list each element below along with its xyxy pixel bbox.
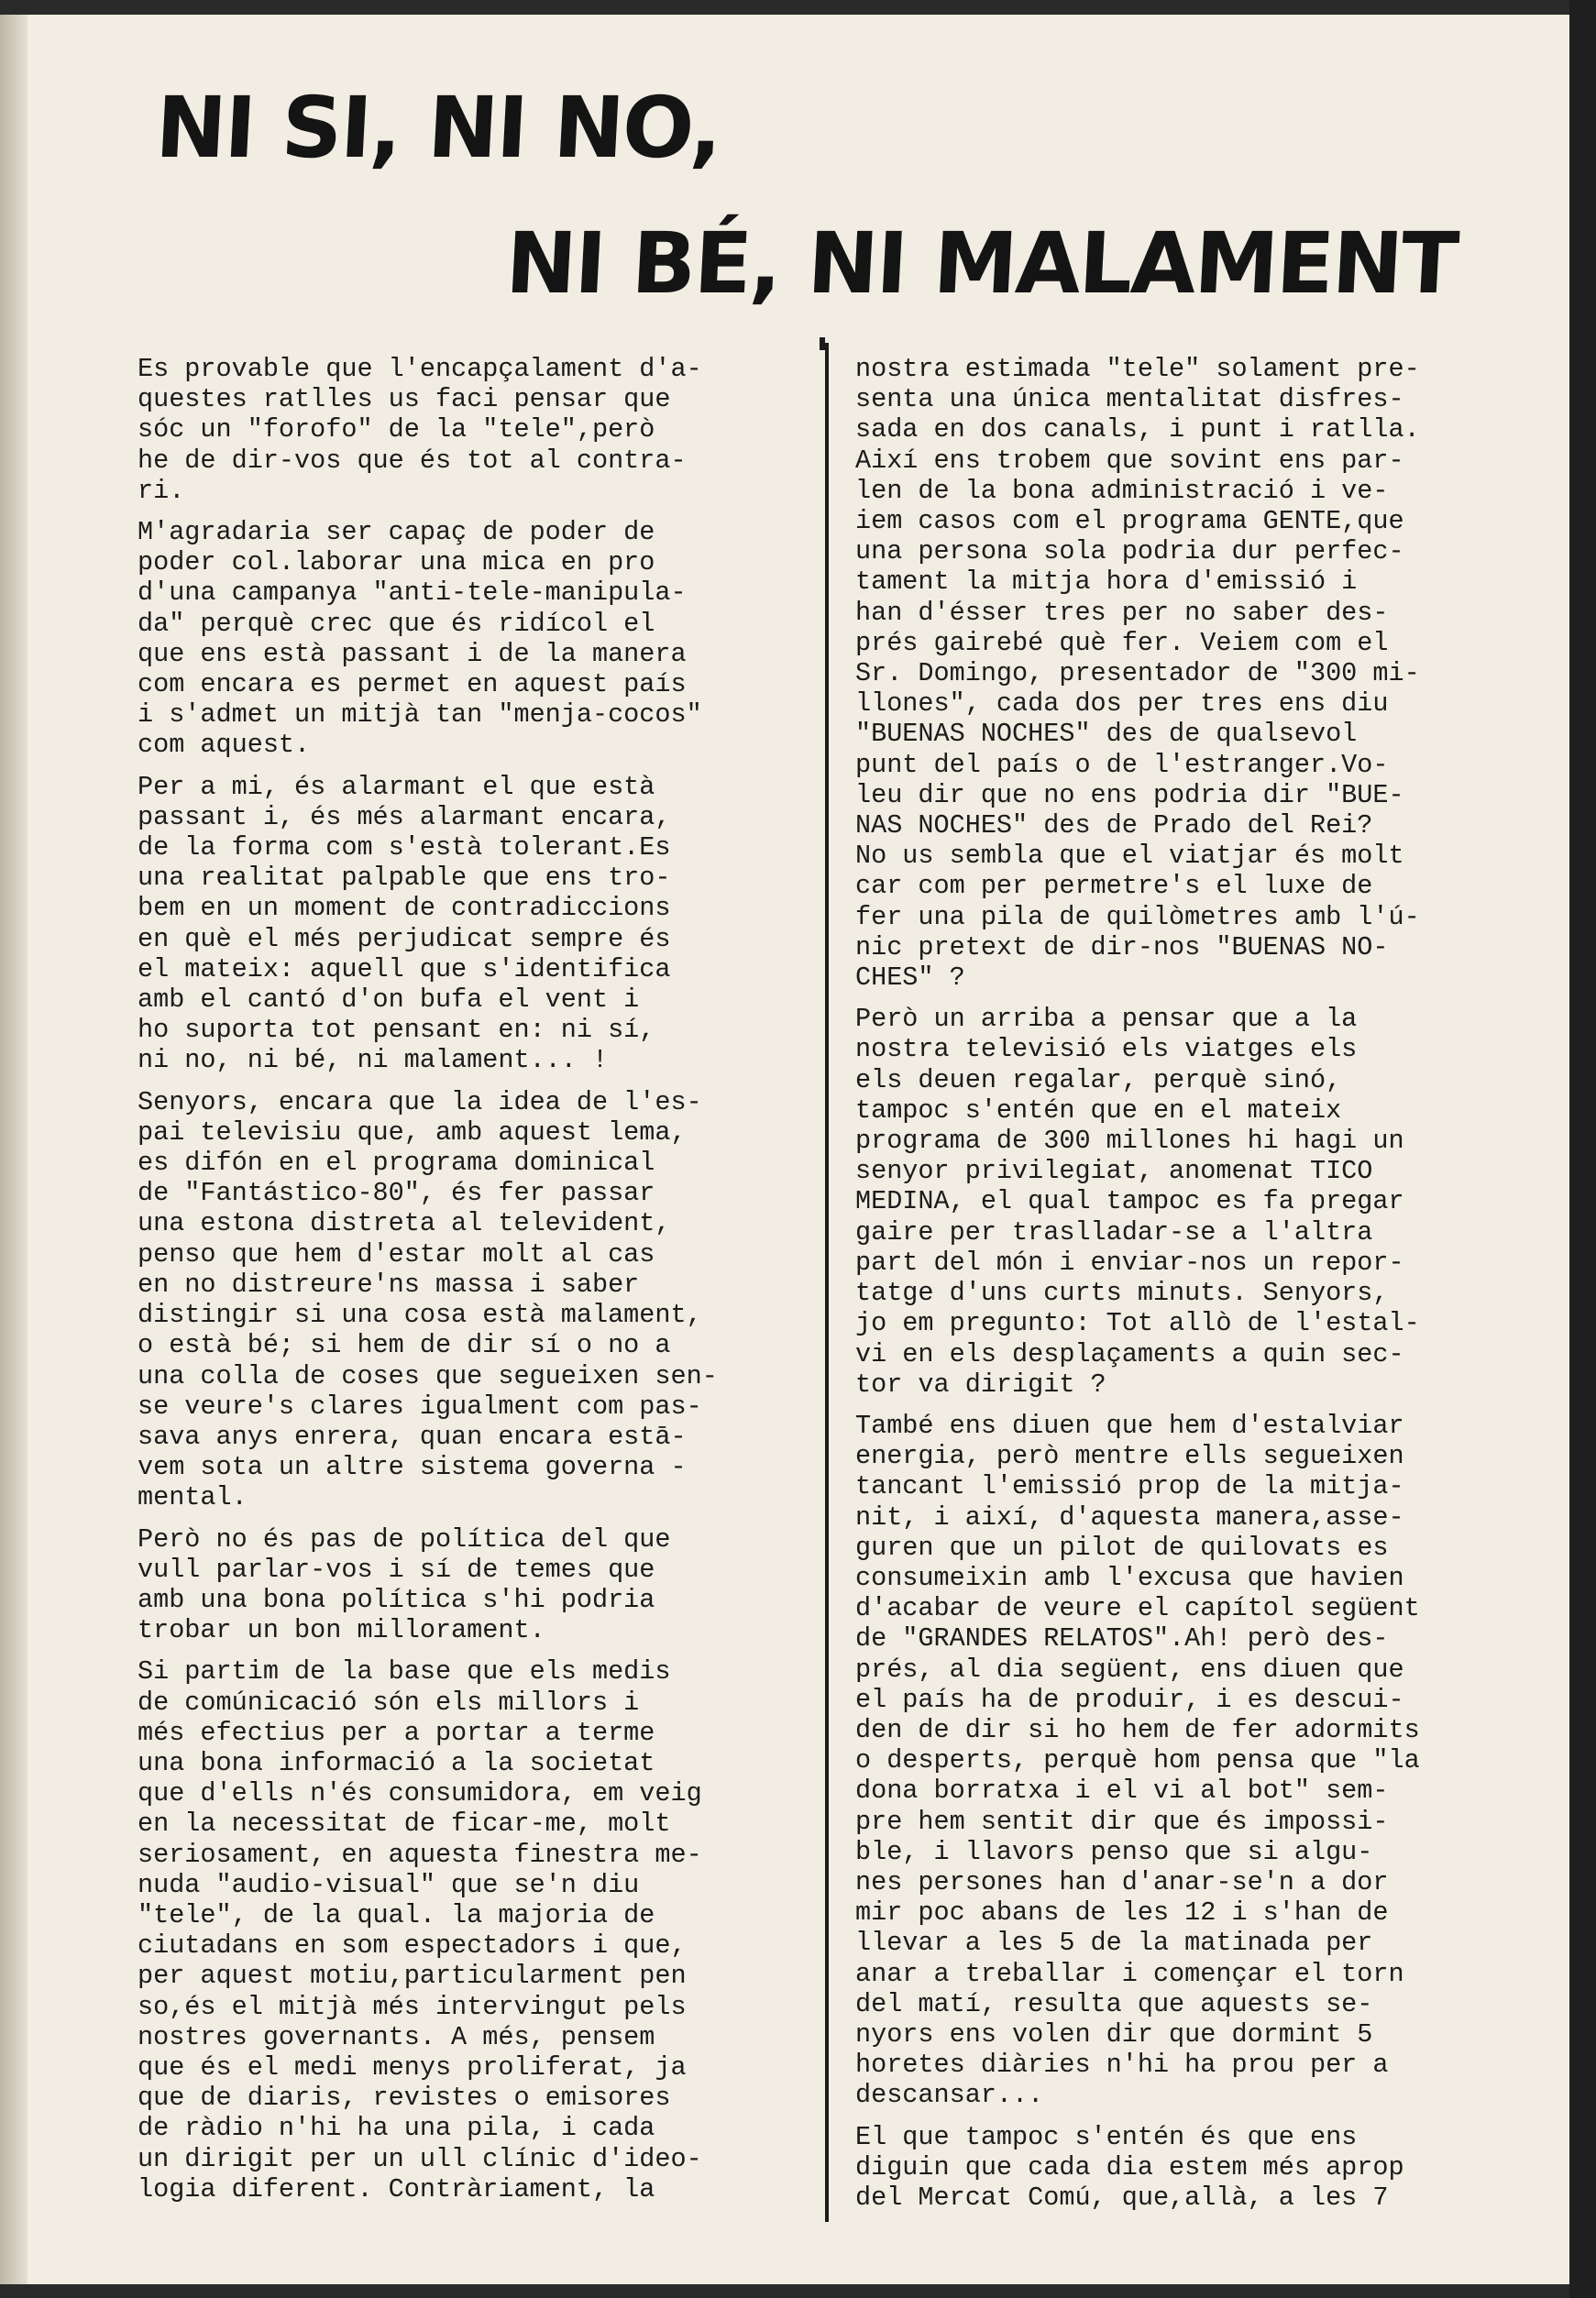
paragraph: Senyors, encara que la idea de l'es- pai televisiu que, amb aquest lema, es difón en el programa dominical de "Fantástico-80", és fer passar una estona distreta al televident, penso que hem d'estar molt al cas en no distreure'ns massa i saber distingir si una cosa està malament, o està bé; si hem de dir sí o no a una colla de coses que segueixen sen- se veure's clares igualment com pas- sava anys enrera, quan encara estā- vem sota un altre sistema governa - mental.	[138, 1086, 718, 1513]
paragraph: El que tampoc s'entén és que ens diguin que cada dia estem més aprop del Mercat Comú, que,allà, a les 7	[855, 2121, 1404, 2213]
paragraph: Si partim de la base que els medis de comúnicació són els millors i més efectius per a portar a terme una bona informació a la societat que d'ells n'és consumidora, em veig en la necessitat de ficar-me, molt seriosament, en aquesta finestra me- nuda "audio-visual" que se'n diu "tele", de la qual. la majoria de ciutadans en som espectadors i que, per aquest motiu,particularment pen so,és el mitjà més intervingut pels nostres governants. A més, pensem que és el medi menys proliferat, ja que de diaris, revistes o emisores de ràdio n'hi ha una pila, i cada un dirigit per un ull clínic d'ideo- logia diferent. Contràriament, la	[138, 1656, 702, 2205]
paragraph: M'agradaria ser capaç de poder de poder col.laborar una mica en pro d'una campanya "anti-tele-manipula- da" perquè crec que és ridícol el que ens està passant i de la manera com encara es permet en aquest país i s'admet un mitjà tan "menja-cocos" com aquest.	[138, 517, 702, 761]
paragraph: Però un arriba a pensar que a la nostra televisió els viatges els els deuen regalar, perquè sinó, tampoc s'entén que en el mateix programa de 300 millones hi hagi un senyor privilegiat, anomenat TICO MEDINA, el qual tampoc es fa pregar gaire per traslladar-se a l'altra part del món i enviar-nos un repor- tatge d'uns curts minuts. Senyors, jo em pregunto: Tot allò de l'estal- vi en els desplaçaments a quin sec- tor va dirigit ?	[855, 1004, 1420, 1400]
page-gutter	[0, 15, 28, 2284]
paragraph: Per a mi, és alarmant el que està passant i, és més alarmant encara, de la forma com s'està tolerant.Es una realitat palpable que ens tro- bem en un moment de contradiccions en què el més perjudicat sempre és el mateix: aquell que s'identifica amb el cantó d'on bufa el vent i ho suporta tot pensant en: ni sí, ni no, ni bé, ni malament... !	[138, 771, 671, 1076]
column-divider	[825, 343, 829, 2222]
magazine-page	[28, 15, 1569, 2284]
paragraph: Però no és pas de política del que vull parlar-vos i sí de temes que amb una bona política s'hi podria trobar un bon millorament.	[138, 1523, 671, 1646]
paragraph: nostra estimada "tele" solament pre- senta una única mentalitat disfres- sada en dos canals, i punt i ratlla. Així ens trobem que sovint ens par- len de la bona administració i ve- iem casos com el programa GENTE,que una persona sola podria dur perfec- tament la mitja hora d'emissió i han d'ésser tres per no saber des- prés gairebé què fer. Veiem com el Sr. Domingo, presentador de "300 mi- llones", cada dos per tres ens diu "BUENAS NOCHES" des de qualsevol punt del país o de l'estranger.Vo- leu dir que no ens podria dir "BUE- NAS NOCHES" des de Prado del Rei? No us sembla que el viatjar és molt car com per permetre's el luxe de fer una pila de quilòmetres amb l'ú- nic pretext de dir-nos "BUENAS NO- CHES" ?	[855, 354, 1420, 994]
headline-line-1: NI SI, NI NO,	[153, 79, 723, 177]
paragraph: Es provable que l'encapçalament d'a- questes ratlles us faci pensar que sóc un "forofo" de la "tele",però he de dir-vos que és tot al contra- ri.	[138, 354, 702, 506]
paragraph: També ens diuen que hem d'estalviar energia, però mentre ells segueixen tancant l'emissió prop de la mitja- nit, i així, d'aquesta manera,asse- guren que un pilot de quilovats es consumeixin amb l'excusa que havien d'acabar de veure el capítol següent de "GRANDES RELATOS".Ah! però des- prés, al dia següent, ens diuen que el país ha de produir, i es descui- den de dir si ho hem de fer adormits o desperts, perquè hom pensa que "la dona borratxa i el vi al bot" sem- pre hem sentit dir que és impossi- ble, i llavors penso que si algu- nes persones han d'anar-se'n a dor mir poc abans de les 12 i s'han de llevar a les 5 de la matinada per anar a treballar i començar el torn del matí, resulta que aquests se- nyors ens volen dir que dormint 5 horetes diàries n'hi ha prou per a descansar...	[855, 1410, 1420, 2111]
article-column-left	[138, 354, 816, 2216]
headline-line-2: NI BÉ, NI MALAMENT	[503, 214, 1459, 313]
scan-border	[1569, 0, 1596, 2298]
article-column-right	[855, 354, 1552, 2224]
